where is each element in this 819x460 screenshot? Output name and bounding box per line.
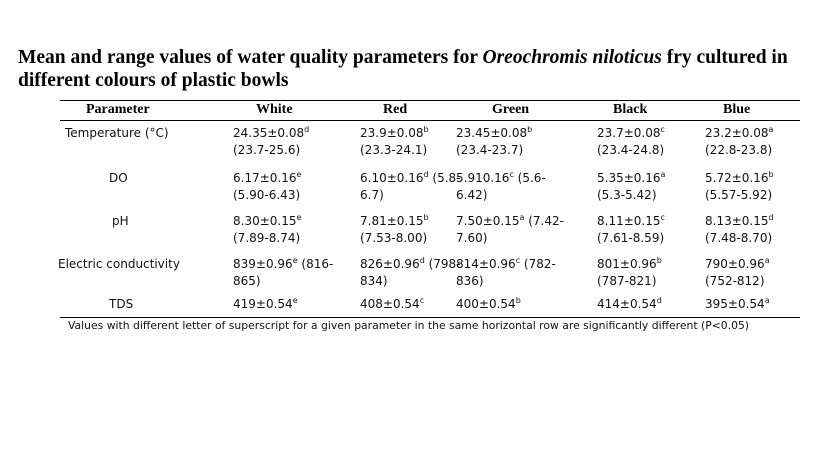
column-header-green: Green: [492, 102, 530, 117]
value-cell-white: [233, 256, 333, 290]
range-value: (23.3-24.1): [360, 143, 428, 157]
range-value: (5.90-6.43): [233, 188, 301, 202]
value-cell-blue: [705, 170, 774, 204]
value-cell-green: [456, 296, 521, 313]
range-start: (5.6-: [513, 171, 546, 185]
mean-value: 400±0.54: [456, 297, 516, 311]
value-cell-blue: [705, 296, 770, 313]
mean-value: 826±0.96: [360, 257, 420, 271]
range-value: 836): [456, 274, 484, 288]
mean-value: 23.9±0.08: [360, 126, 424, 140]
significance-superscript: e: [292, 256, 298, 265]
significance-superscript: b: [423, 125, 429, 134]
significance-superscript: c: [660, 213, 665, 222]
column-header-red: Red: [383, 102, 408, 117]
parameter-label: pH: [112, 214, 129, 228]
value-cell-black: [597, 213, 665, 247]
significance-superscript: d: [768, 213, 774, 222]
mean-value: 23.2±0.08: [705, 126, 769, 140]
table-title: [18, 46, 808, 92]
mean-value: 6.17±0.16: [233, 171, 297, 185]
significance-superscript: e: [292, 296, 298, 305]
value-cell-green: [456, 125, 532, 159]
value-cell-red: [360, 256, 461, 290]
mean-value: 5.72±0.16: [705, 171, 769, 185]
significance-superscript: b: [423, 213, 429, 222]
range-value: 6.7): [360, 188, 384, 202]
value-cell-black: [597, 296, 662, 313]
significance-superscript: a: [660, 170, 666, 179]
column-header-black: Black: [613, 102, 648, 117]
value-cell-white: [233, 213, 301, 247]
mean-value: 24.35±0.08: [233, 126, 305, 140]
mean-value: 8.11±0.15: [597, 214, 661, 228]
significance-superscript: b: [768, 170, 774, 179]
column-header-blue: Blue: [723, 102, 751, 117]
value-cell-green: [456, 256, 556, 290]
mean-value: 419±0.54: [233, 297, 293, 311]
parameter-label: Electric conductivity: [58, 257, 180, 271]
value-cell-green: [456, 213, 564, 247]
mean-value: 395±0.54: [705, 297, 765, 311]
range-value: (7.48-8.70): [705, 231, 773, 245]
value-cell-black: [597, 125, 665, 159]
significance-superscript: e: [296, 170, 302, 179]
mean-value: 7.81±0.15: [360, 214, 424, 228]
mean-value: 5.910.16: [456, 171, 510, 185]
mean-value: 814±0.96: [456, 257, 516, 271]
value-cell-red: [360, 125, 429, 159]
mean-value: 23.45±0.08: [456, 126, 528, 140]
mean-value: 414±0.54: [597, 297, 657, 311]
range-value: (22.8-23.8): [705, 143, 773, 157]
value-cell-red: [360, 213, 429, 247]
significance-superscript: a: [768, 125, 774, 134]
range-value: (23.7-25.6): [233, 143, 301, 157]
significance-superscript: d: [419, 256, 425, 265]
value-cell-white: [233, 296, 298, 313]
mean-value: 790±0.96: [705, 257, 765, 271]
value-cell-red: [360, 170, 461, 204]
parameter-label: Temperature (°C): [65, 126, 169, 140]
significance-superscript: a: [519, 213, 525, 222]
range-value: 834): [360, 274, 388, 288]
mean-value: 8.13±0.15: [705, 214, 769, 228]
range-value: (7.61-8.59): [597, 231, 665, 245]
value-cell-blue: [705, 213, 774, 247]
column-header-parameter: Parameter: [86, 102, 150, 117]
significance-superscript: d: [656, 296, 662, 305]
range-value: (787-821): [597, 274, 657, 288]
range-value: (23.4-24.8): [597, 143, 665, 157]
significance-superscript: b: [527, 125, 533, 134]
range-value: (23.4-23.7): [456, 143, 524, 157]
significance-superscript: b: [515, 296, 521, 305]
range-value: (7.53-8.00): [360, 231, 428, 245]
title-prefix: Mean and range values of water quality parameters for: [18, 47, 483, 68]
column-header-white: White: [256, 102, 293, 117]
range-start: (782-: [520, 257, 556, 271]
significance-superscript: c: [515, 256, 521, 265]
range-start: (798-: [424, 257, 461, 271]
range-start: (816-: [297, 257, 334, 271]
range-value: (752-812): [705, 274, 765, 288]
range-value: 6.42): [456, 188, 488, 202]
value-cell-blue: [705, 256, 770, 290]
range-start: (7.42-: [524, 214, 564, 228]
mean-value: 23.7±0.08: [597, 126, 661, 140]
value-cell-black: [597, 170, 665, 204]
mean-value: 7.50±0.15: [456, 214, 520, 228]
range-value: 7.60): [456, 231, 488, 245]
range-value: 865): [233, 274, 261, 288]
parameter-label: TDS: [109, 297, 134, 311]
range-value: (5.3-5.42): [597, 188, 657, 202]
value-cell-white: [233, 125, 309, 159]
mean-value: 408±0.54: [360, 297, 420, 311]
table-bottom-rule: [60, 317, 800, 318]
range-value: (5.57-5.92): [705, 188, 773, 202]
mean-value: 801±0.96: [597, 257, 657, 271]
significance-superscript: d: [423, 170, 429, 179]
mean-value: 839±0.96: [233, 257, 293, 271]
significance-superscript: c: [509, 170, 514, 179]
significance-superscript: e: [296, 213, 302, 222]
mean-value: 5.35±0.16: [597, 171, 661, 185]
value-cell-black: [597, 256, 662, 290]
value-cell-blue: [705, 125, 773, 159]
range-value: (7.89-8.74): [233, 231, 301, 245]
title-species: Oreochromis niloticus: [482, 47, 662, 68]
parameter-label: DO: [109, 171, 128, 185]
mean-value: 6.10±0.16: [360, 171, 424, 185]
significance-superscript: c: [419, 296, 425, 305]
significance-superscript: d: [304, 125, 310, 134]
table-top-rule: [60, 100, 800, 101]
significance-superscript: a: [764, 296, 770, 305]
table-footnote: Values with different letter of superscript for a given parameter in the same horizontal row are significantly different (P<0.05): [68, 319, 750, 332]
table-header-rule: [60, 120, 800, 121]
title-suffix: fry cultured in different colours of plastic bowls: [18, 47, 788, 91]
mean-value: 8.30±0.15: [233, 214, 297, 228]
significance-superscript: a: [764, 256, 770, 265]
value-cell-green: [456, 170, 546, 204]
significance-superscript: b: [656, 256, 662, 265]
range-start: (5.8-: [428, 171, 461, 185]
value-cell-white: [233, 170, 301, 204]
value-cell-red: [360, 296, 424, 313]
significance-superscript: c: [660, 125, 665, 134]
